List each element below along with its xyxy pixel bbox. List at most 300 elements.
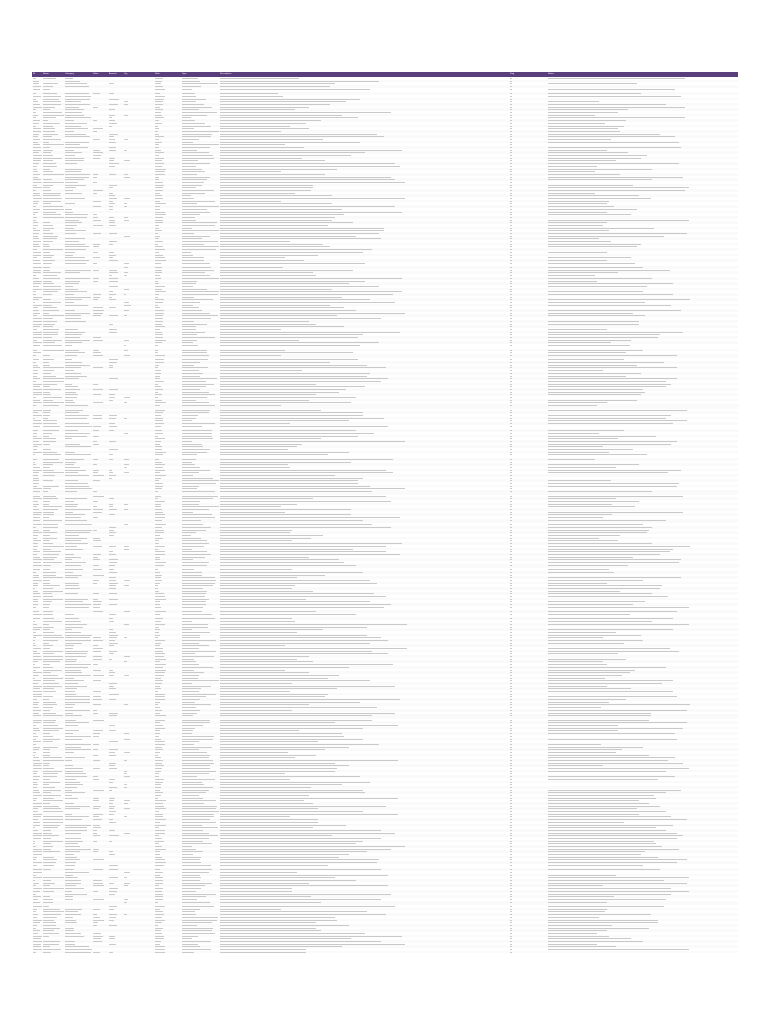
cell-text [43, 139, 62, 140]
cell-text [220, 381, 382, 382]
cell-text [220, 643, 370, 644]
cell-text [155, 249, 165, 250]
cell-text [93, 464, 97, 465]
cell-text [33, 291, 36, 292]
cell-text [43, 152, 51, 153]
cell-text [65, 599, 88, 600]
cell-text [548, 233, 687, 234]
cell-text [33, 627, 42, 628]
cell-text [93, 436, 99, 437]
cell-text [510, 236, 512, 237]
cell-text [182, 611, 202, 612]
cell-text [33, 569, 40, 570]
cell-text [548, 246, 637, 247]
cell-text [510, 212, 512, 213]
cell-text [93, 355, 103, 356]
cell-text [220, 206, 396, 207]
cell-text [155, 291, 166, 292]
cell-text [109, 142, 116, 143]
cell-text [548, 562, 679, 563]
cell-text [109, 275, 113, 276]
cell-text [65, 359, 72, 360]
cell-text [548, 543, 653, 544]
cell-text [109, 418, 116, 419]
cell-text [510, 438, 512, 439]
cell-text [510, 580, 512, 581]
cell-text [182, 632, 211, 633]
cell-text [33, 177, 39, 178]
cell-text [65, 83, 87, 84]
cell-text [43, 275, 57, 276]
cell-text [33, 593, 40, 594]
cell-text [510, 540, 512, 541]
cell-text [155, 152, 164, 153]
cell-text [220, 299, 370, 300]
cell-text [109, 244, 113, 245]
cell-text [220, 394, 316, 395]
cell-text [43, 225, 53, 226]
cell-text [43, 472, 64, 473]
cell-text [182, 562, 209, 563]
cell-text [510, 498, 512, 499]
cell-text [155, 307, 160, 308]
cell-text [33, 263, 41, 264]
cell-text [182, 355, 209, 356]
cell-text [93, 593, 99, 594]
cell-text [510, 179, 512, 180]
cell-text [220, 136, 384, 137]
cell-text [109, 554, 116, 555]
cell-text [65, 498, 87, 499]
cell-text [33, 540, 41, 541]
cell-text [155, 645, 161, 646]
cell-text [33, 99, 36, 100]
cell-text [65, 651, 88, 652]
cell-text [65, 315, 81, 316]
cell-text [109, 593, 117, 594]
cell-text [548, 438, 618, 439]
cell-text [510, 583, 512, 584]
cell-text [182, 618, 215, 619]
cell-text [548, 535, 620, 536]
cell-text [548, 310, 681, 311]
cell-text [33, 206, 36, 207]
cell-text [43, 313, 49, 314]
cell-text [109, 400, 113, 401]
cell-text [510, 345, 512, 346]
cell-text [33, 283, 41, 284]
cell-text [33, 350, 37, 351]
cell-text [109, 535, 114, 536]
cell-text [510, 169, 512, 170]
cell-text [43, 593, 52, 594]
cell-text [220, 155, 351, 156]
cell-text [510, 480, 512, 481]
cell-text [548, 632, 616, 633]
cell-text [182, 158, 214, 159]
cell-text [43, 370, 54, 371]
cell-text [65, 136, 91, 137]
header-category[interactable]: Category [65, 73, 75, 75]
cell-text [33, 496, 41, 497]
cell-text [33, 378, 40, 379]
cell-text [510, 559, 512, 560]
cell-text [510, 152, 512, 153]
cell-text [43, 569, 50, 570]
cell-text [182, 115, 208, 116]
cell-text [220, 144, 286, 145]
cell-text [220, 475, 335, 476]
cell-text [33, 637, 36, 638]
cell-text [182, 255, 194, 256]
cell-text [220, 464, 288, 465]
cell-text [33, 233, 39, 234]
cell-text [43, 381, 64, 382]
cell-text [109, 559, 118, 560]
cell-text [548, 109, 628, 110]
cell-text [182, 359, 208, 360]
cell-text [65, 225, 78, 226]
cell-text [33, 115, 38, 116]
cell-text [510, 604, 512, 605]
cell-text [510, 596, 512, 597]
header-description[interactable]: Description [220, 73, 232, 75]
cell-text [43, 299, 51, 300]
header-amount[interactable]: Amount [109, 73, 117, 75]
cell-text [548, 212, 607, 213]
cell-text [182, 252, 191, 253]
cell-text [65, 656, 86, 657]
cell-text [220, 174, 325, 175]
cell-text [155, 530, 164, 531]
cell-text [220, 433, 375, 434]
cell-text [43, 315, 64, 316]
cell-text [220, 420, 349, 421]
cell-text [548, 120, 626, 121]
cell-text [43, 270, 50, 271]
cell-text [220, 527, 391, 528]
cell-text [155, 78, 164, 79]
cell-text [182, 459, 197, 460]
cell-text [510, 509, 512, 510]
cell-text [220, 270, 353, 271]
cell-text [510, 601, 512, 602]
cell-text [93, 557, 98, 558]
cell-text [93, 152, 103, 153]
cell-text [109, 174, 116, 175]
cell-text [510, 104, 512, 105]
header-qty[interactable]: Qty [124, 73, 128, 75]
cell-text [65, 376, 87, 377]
cell-text [109, 136, 115, 137]
cell-text [109, 120, 116, 121]
cell-text [220, 583, 377, 584]
cell-text [220, 397, 356, 398]
cell-text [510, 527, 512, 528]
cell-text [220, 367, 386, 368]
cell-text [510, 270, 512, 271]
cell-text [33, 190, 36, 191]
cell-text [155, 294, 159, 295]
cell-text [155, 394, 162, 395]
cell-text [155, 315, 163, 316]
cell-text [155, 187, 163, 188]
cell-text [510, 286, 512, 287]
cell-text [93, 645, 98, 646]
header-id[interactable]: ID [33, 73, 36, 75]
cell-text [43, 332, 58, 333]
cell-text [124, 206, 127, 207]
cell-text [155, 433, 163, 434]
cell-text [65, 430, 78, 431]
cell-text [93, 459, 98, 460]
cell-text [220, 423, 290, 424]
cell-text [65, 115, 84, 116]
cell-text [510, 488, 512, 489]
cell-text [65, 470, 86, 471]
cell-text [109, 527, 116, 528]
cell-text [548, 423, 674, 424]
cell-text [43, 441, 57, 442]
cell-text [182, 241, 218, 242]
cell-text [33, 478, 39, 479]
cell-text [155, 575, 162, 576]
cell-text [65, 93, 89, 94]
cell-text [548, 530, 649, 531]
cell-text [220, 359, 358, 360]
cell-text [510, 144, 512, 145]
cell-text [182, 583, 215, 584]
cell-text [65, 593, 78, 594]
cell-text [43, 272, 61, 273]
cell-text [109, 426, 118, 427]
cell-text [155, 117, 165, 118]
cell-text [155, 565, 164, 566]
cell-text [182, 420, 192, 421]
cell-text [510, 334, 512, 335]
cell-text [548, 449, 634, 450]
cell-text [510, 217, 512, 218]
cell-text [43, 454, 61, 455]
cell-text [43, 475, 55, 476]
header-type[interactable]: Type [182, 73, 187, 75]
cell-text [220, 400, 309, 401]
cell-text [33, 397, 36, 398]
cell-text [43, 562, 62, 563]
cell-text [155, 134, 159, 135]
cell-text [220, 104, 330, 105]
cell-text [548, 299, 691, 300]
header-flag[interactable]: Flag [510, 73, 515, 75]
cell-text [33, 128, 41, 129]
cell-text [65, 163, 78, 164]
cell-text [510, 478, 512, 479]
cell-text [65, 260, 89, 261]
cell-text [109, 195, 116, 196]
cell-text [109, 378, 118, 379]
cell-text [510, 565, 512, 566]
cell-text [155, 220, 163, 221]
cell-text [65, 462, 76, 463]
cell-text [33, 470, 42, 471]
cell-text [109, 255, 117, 256]
cell-text [220, 412, 363, 413]
cell-text [124, 504, 128, 505]
cell-text [220, 618, 293, 619]
cell-text [43, 257, 52, 258]
cell-text [220, 376, 368, 377]
cell-text [220, 452, 349, 453]
cell-text [43, 324, 55, 325]
cell-text [182, 559, 194, 560]
cell-text [109, 93, 114, 94]
cell-text [182, 569, 195, 570]
cell-text [109, 530, 114, 531]
cell-text [510, 569, 512, 570]
cell-text [510, 532, 512, 533]
cell-text [109, 315, 118, 316]
cell-text [33, 546, 38, 547]
cell-text [510, 209, 512, 210]
cell-text [155, 436, 159, 437]
header-value[interactable]: Value [93, 73, 99, 75]
cell-text [65, 302, 74, 303]
cell-text [155, 557, 160, 558]
cell-text [182, 267, 211, 268]
cell-text [109, 532, 117, 533]
cell-text [220, 334, 363, 335]
cell-text [43, 444, 50, 445]
cell-text [510, 109, 512, 110]
cell-text [109, 389, 118, 390]
cell-text [155, 611, 166, 612]
cell-text [220, 554, 400, 555]
cell-text [220, 163, 396, 164]
cell-text [510, 252, 512, 253]
cell-text [33, 299, 40, 300]
cell-text [155, 177, 160, 178]
cell-text [182, 220, 196, 221]
cell-text [43, 535, 50, 536]
cell-text [155, 607, 162, 608]
cell-text [33, 318, 42, 319]
cell-text [182, 272, 205, 273]
cell-text [220, 350, 286, 351]
cell-text [155, 222, 163, 223]
cell-text [510, 272, 512, 273]
cell-text [65, 585, 79, 586]
cell-text [220, 123, 307, 124]
header-date[interactable]: Date [155, 73, 160, 75]
cell-text [109, 160, 114, 161]
cell-text [33, 294, 37, 295]
cell-text [65, 187, 77, 188]
cell-text [43, 412, 50, 413]
cell-text [182, 565, 207, 566]
header-name[interactable]: Name [43, 73, 49, 75]
cell-text [33, 365, 38, 366]
cell-text [220, 355, 281, 356]
cell-text [43, 462, 63, 463]
cell-text [93, 177, 97, 178]
cell-text [182, 430, 212, 431]
cell-text [65, 289, 79, 290]
cell-text [43, 643, 49, 644]
cell-text [33, 501, 38, 502]
cell-text [124, 310, 130, 311]
cell-text [124, 355, 130, 356]
cell-text [65, 604, 91, 605]
cell-text [33, 272, 41, 273]
cell-text [109, 324, 113, 325]
cell-text [109, 193, 113, 194]
cell-text [43, 329, 59, 330]
cell-text [33, 659, 42, 660]
cell-text [43, 504, 49, 505]
cell-text [510, 302, 512, 303]
cell-text [155, 653, 165, 654]
cell-text [510, 185, 512, 186]
cell-text [548, 572, 615, 573]
cell-text [182, 166, 197, 167]
cell-text [65, 107, 80, 108]
cell-text [43, 283, 54, 284]
cell-text [124, 472, 129, 473]
cell-text [510, 506, 512, 507]
cell-text [510, 452, 512, 453]
cell-text [109, 209, 114, 210]
cell-text [510, 220, 512, 221]
cell-text [155, 236, 160, 237]
cell-text [220, 426, 389, 427]
cell-text [182, 653, 195, 654]
cell-text [510, 257, 512, 258]
cell-text [548, 496, 683, 497]
cell-text [182, 334, 197, 335]
cell-text [182, 575, 202, 576]
cell-text [548, 78, 685, 79]
cell-text [548, 350, 643, 351]
cell-text [182, 520, 201, 521]
cell-text [33, 104, 40, 105]
cell-text [510, 551, 512, 552]
cell-text [33, 653, 40, 654]
cell-text [43, 212, 57, 213]
cell-text [33, 632, 37, 633]
header-notes[interactable]: Notes [548, 73, 554, 75]
cell-text [65, 467, 81, 468]
cell-text [33, 418, 36, 419]
cell-text [510, 107, 512, 108]
cell-text [548, 96, 681, 97]
cell-text [65, 86, 89, 87]
cell-text [43, 310, 59, 311]
cell-text [155, 257, 165, 258]
cell-text [182, 384, 214, 385]
cell-text [510, 190, 512, 191]
cell-text [155, 640, 165, 641]
cell-text [33, 107, 42, 108]
cell-text [182, 163, 210, 164]
cell-text [33, 420, 41, 421]
cell-text [93, 501, 98, 502]
cell-text [548, 117, 685, 118]
cell-text [220, 599, 307, 600]
cell-text [65, 562, 86, 563]
cell-text [510, 381, 512, 382]
cell-text [220, 126, 290, 127]
cell-text [109, 614, 116, 615]
